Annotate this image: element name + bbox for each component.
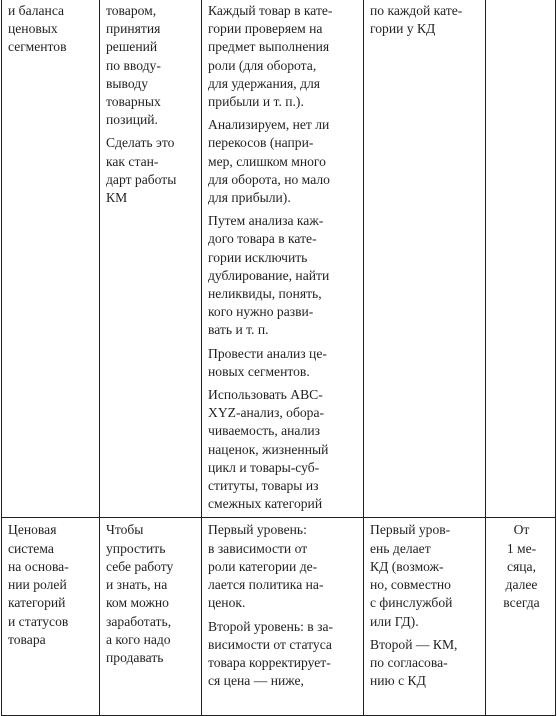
cell-paragraph: по каждой кате- гории у КД bbox=[370, 3, 463, 37]
document-table bbox=[1, 0, 556, 716]
cell-paragraph: Первый уров- ень делает КД (возмож- но, совместно с финслужбой или ГД). bbox=[370, 522, 453, 629]
table-cell-col5 bbox=[486, 0, 556, 518]
table-cell-col1 bbox=[2, 518, 100, 716]
table-row bbox=[2, 518, 556, 716]
cell-paragraph: Каждый товар в кате- гории проверяем на предмет выполнения роли (для оборота, для удержания, для прибыли и т. п.). bbox=[208, 3, 333, 110]
cell-paragraph: товаром, принятия решений по вводу- выводу товарных позиций. bbox=[106, 3, 161, 128]
cell-paragraph: Сделать это как стан- дарт работы КМ bbox=[106, 135, 177, 206]
cell-paragraph: Анализируем, нет ли перекосов (напри- мер, слишком много для оборота, но мало для прибыли). bbox=[208, 117, 330, 206]
cell-paragraph: Второй уровень: в за- висимости от статуса товара корректирует- ся цена — ниже, bbox=[208, 618, 334, 689]
cell-paragraph: От 1 ме- сяца, далее всегда bbox=[503, 522, 540, 611]
cell-paragraph: и баланса ценовых сегментов bbox=[8, 3, 67, 55]
table-cell-col5 bbox=[486, 518, 556, 716]
table-cell-col3 bbox=[202, 518, 364, 716]
table-cell-col1 bbox=[2, 0, 100, 518]
cell-paragraph: Путем анализа каж- дого товара в кате- гории исключить дублирование, найти неликвиды, понять, кого нужно разви- вать и т. п. bbox=[208, 213, 330, 338]
cell-paragraph: Первый уровень: в зависимости от роли категории де- лается политика на- ценок. bbox=[208, 522, 324, 611]
cell-paragraph: Использовать ABC- XYZ-анализ, обора- чиваемость, анализ наценок, жизненный цикл и товары-суб- ституты, товары из смежных категорий bbox=[208, 387, 329, 512]
table-cell-col4 bbox=[364, 0, 486, 518]
table-cell-col3 bbox=[202, 0, 364, 518]
cell-paragraph: Второй — КМ, по согласова- нию с КД bbox=[370, 636, 458, 689]
table-cell-col2 bbox=[100, 0, 202, 518]
cell-paragraph: Чтобы упростить себе работу и знать, на ком можно заработать, а кого надо продавать bbox=[106, 522, 174, 665]
table-row bbox=[2, 0, 556, 518]
cell-paragraph: Провести анализ це- новых сегментов. bbox=[208, 345, 327, 379]
cell-paragraph: Ценовая система на основа- нии ролей категорий и статусов товара bbox=[8, 522, 69, 647]
table-cell-col4 bbox=[364, 518, 486, 716]
table-cell-col2 bbox=[100, 518, 202, 716]
